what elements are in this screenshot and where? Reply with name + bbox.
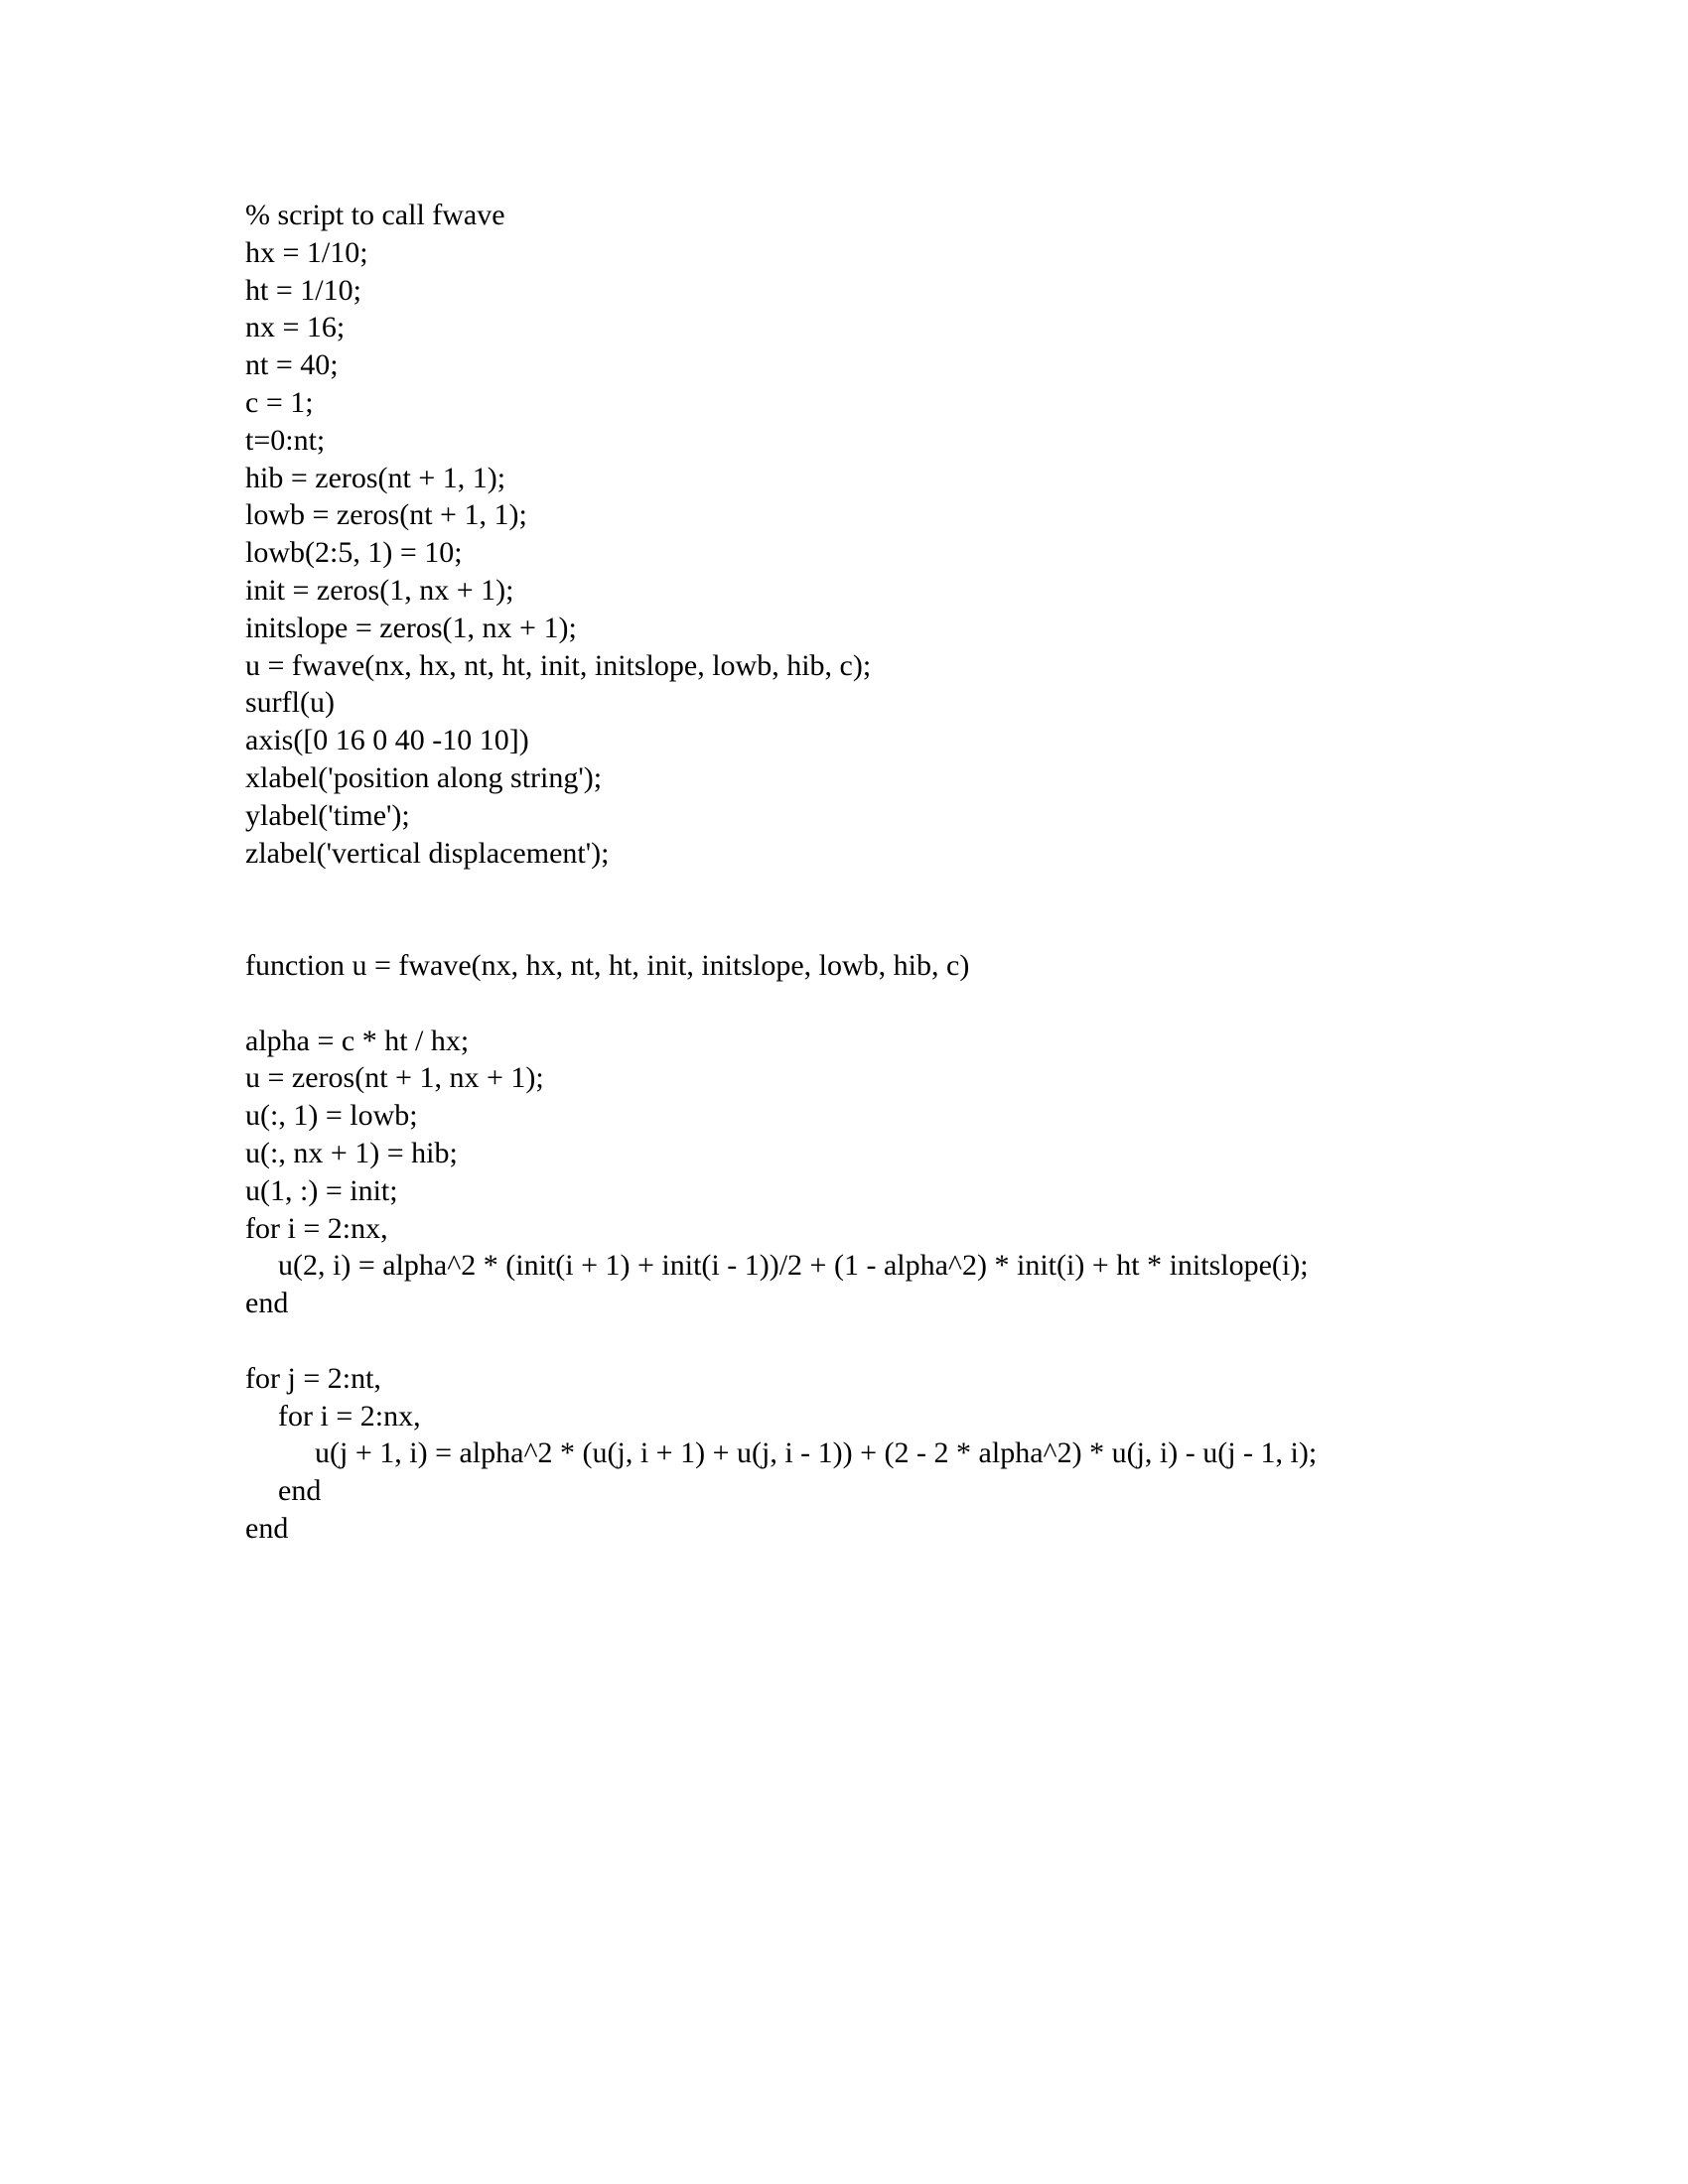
code-line: for i = 2:nx, bbox=[245, 1211, 388, 1245]
code-line: u = fwave(nx, hx, nt, ht, init, initslope, lowb, hib, c); bbox=[245, 648, 872, 682]
code-line: u(j + 1, i) = alpha^2 * (u(j, i + 1) + u(j, i - 1)) + (2 - 2 * alpha^2) * u(j, i) - u(j - 1, i); bbox=[315, 1436, 1318, 1470]
code-line: end bbox=[245, 1287, 289, 1320]
code-line: for j = 2:nt, bbox=[245, 1361, 381, 1395]
code-line: end bbox=[245, 1511, 289, 1545]
code-line: init = zeros(1, nx + 1); bbox=[245, 573, 514, 607]
code-line: zlabel('vertical displacement'); bbox=[245, 836, 610, 870]
blank-line bbox=[245, 1322, 1317, 1360]
blank-line bbox=[245, 909, 1317, 947]
code-line: alpha = c * ht / hx; bbox=[245, 1024, 470, 1057]
code-line: for i = 2:nx, bbox=[278, 1399, 421, 1433]
code-line: function u = fwave(nx, hx, nt, ht, init, initslope, lowb, hib, c) bbox=[245, 948, 970, 982]
code-line: nt = 40; bbox=[245, 348, 339, 382]
code-line: initslope = zeros(1, nx + 1); bbox=[245, 611, 577, 644]
blank-line bbox=[245, 872, 1317, 909]
code-line: surfl(u) bbox=[245, 686, 335, 720]
code-line: xlabel('position along string'); bbox=[245, 760, 603, 794]
code-line: t=0:nt; bbox=[245, 423, 326, 457]
code-line: c = 1; bbox=[245, 385, 314, 419]
code-line: % script to call fwave bbox=[245, 199, 505, 231]
code-line: u(2, i) = alpha^2 * (init(i + 1) + init(i - 1))/2 + (1 - alpha^2) * init(i) + ht * initslope(i); bbox=[278, 1249, 1309, 1283]
code-line: nx = 16; bbox=[245, 311, 346, 344]
code-line: u = zeros(nt + 1, nx + 1); bbox=[245, 1061, 544, 1095]
code-line: hib = zeros(nt + 1, 1); bbox=[245, 461, 506, 494]
code-line: u(:, 1) = lowb; bbox=[245, 1099, 418, 1133]
code-line: end bbox=[278, 1474, 322, 1508]
code-line: axis([0 16 0 40 -10 10]) bbox=[245, 724, 529, 757]
code-line: lowb = zeros(nt + 1, 1); bbox=[245, 498, 527, 532]
code-line: u(:, nx + 1) = hib; bbox=[245, 1136, 458, 1169]
code-line: ht = 1/10; bbox=[245, 273, 361, 307]
code-line: hx = 1/10; bbox=[245, 235, 368, 269]
code-document bbox=[245, 197, 1317, 1548]
code-line: u(1, :) = init; bbox=[245, 1173, 398, 1207]
code-line: ylabel('time'); bbox=[245, 798, 410, 832]
code-line: lowb(2:5, 1) = 10; bbox=[245, 536, 463, 570]
blank-line bbox=[245, 985, 1317, 1023]
